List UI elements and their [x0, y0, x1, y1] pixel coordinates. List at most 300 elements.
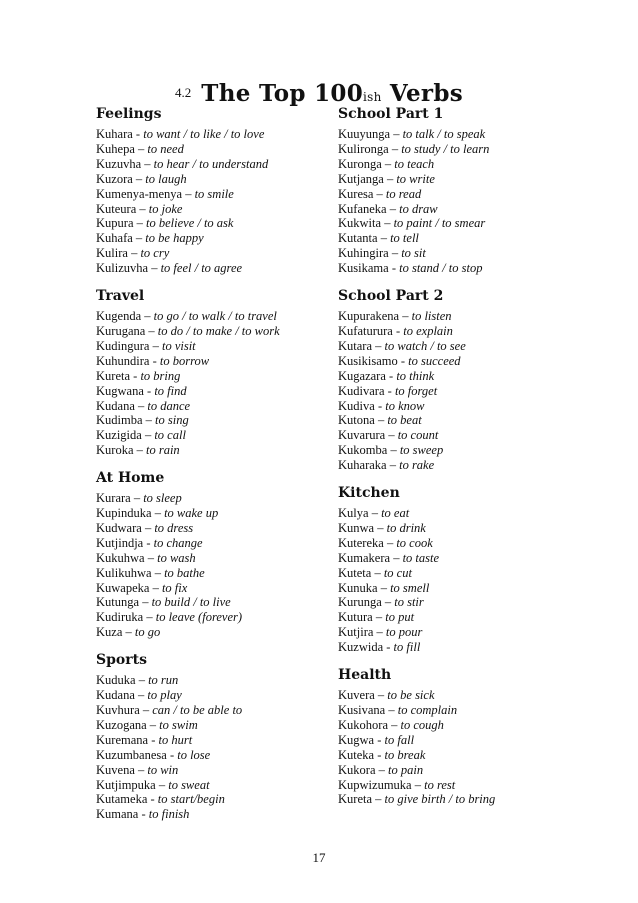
verb-word: Kugazara — [338, 368, 386, 383]
verb-meaning: to break — [384, 747, 426, 762]
verb-meaning: to bring — [140, 368, 181, 383]
verb-separator: – — [135, 673, 149, 688]
verb-meaning: can / to be able to — [152, 703, 243, 717]
verb-entry — [338, 778, 578, 793]
section-heading: Travel — [96, 288, 145, 305]
verb-meaning: to be sick — [387, 688, 435, 703]
section-heading: Feelings — [96, 106, 162, 122]
section-school-part-2 — [338, 286, 578, 473]
verb-meaning: to feel / to agree — [160, 261, 243, 276]
verb-word: Kudana — [96, 398, 135, 413]
verb-meaning: to want / to like / to love — [143, 127, 265, 141]
verb-entry — [96, 688, 326, 703]
verb-entry — [96, 339, 326, 354]
verb-entry — [96, 413, 326, 428]
verb-entry — [96, 187, 326, 202]
verb-meaning: to stir — [394, 595, 424, 610]
section-kitchen — [338, 483, 578, 655]
verb-word: Kuzumbanesa — [96, 747, 167, 762]
verb-word: Kufaturura — [338, 323, 393, 338]
verb-word: Kureta — [96, 368, 131, 383]
verb-entry — [96, 778, 326, 793]
verb-word: Kutara — [338, 338, 373, 353]
verb-separator: – — [390, 127, 403, 141]
verb-word: Kulikuhwa — [96, 565, 152, 580]
verb-meaning: to leave (forever) — [155, 610, 243, 625]
verb-separator: – — [377, 231, 391, 246]
verb-entry — [96, 536, 326, 551]
verb-entry — [338, 354, 578, 369]
verb-meaning: to sing — [155, 413, 189, 428]
verb-entry — [338, 261, 578, 276]
verb-meaning: to drink — [386, 520, 426, 535]
verb-entry — [338, 506, 578, 521]
verb-separator: – — [155, 777, 169, 792]
verb-entry — [96, 309, 326, 324]
verb-meaning: to smile — [194, 186, 234, 201]
section-heading: School Part 2 — [338, 288, 444, 305]
verb-word: Kuteta — [338, 565, 372, 580]
verb-meaning: to put — [385, 610, 415, 625]
verb-meaning: to eat — [381, 506, 410, 521]
verb-meaning: to draw — [399, 201, 438, 216]
verb-entry — [96, 718, 326, 733]
verb-word: Kuhundira — [96, 353, 150, 368]
verb-word: Kurunga — [338, 595, 382, 610]
section-feelings — [96, 104, 326, 276]
verb-meaning: to call — [154, 428, 186, 443]
verb-separator: – — [134, 398, 148, 413]
verb-entry — [96, 399, 326, 414]
verb-entry — [338, 187, 578, 202]
verb-entry — [96, 521, 326, 536]
verb-meaning: to hear / to understand — [153, 156, 269, 171]
verb-separator: – — [385, 703, 398, 717]
verb-meaning: to fix — [161, 580, 188, 595]
verb-separator: – — [143, 610, 156, 625]
verb-word: Kulironga — [338, 141, 389, 156]
verb-entry — [338, 748, 578, 763]
verb-meaning: to teach — [394, 156, 435, 171]
verb-word: Kupura — [96, 216, 134, 231]
verb-separator: – — [182, 186, 195, 201]
verb-meaning: to sit — [401, 246, 426, 261]
verb-meaning: to sleep — [143, 491, 182, 506]
verb-separator: – — [373, 186, 386, 201]
verb-word: Kuzora — [96, 171, 133, 186]
verb-separator: - — [132, 127, 144, 141]
verb-meaning: to run — [148, 673, 179, 688]
verb-word: Kuteura — [96, 201, 137, 216]
verb-entry — [338, 733, 578, 748]
verb-separator: – — [386, 458, 400, 473]
verb-word: Kutameka — [96, 792, 148, 807]
verb-word: Kukora — [338, 762, 376, 777]
verb-entry — [338, 369, 578, 384]
verb-meaning: to stand / to stop — [399, 261, 483, 276]
verb-meaning: to read — [385, 186, 422, 201]
verb-meaning: to lose — [177, 747, 211, 762]
verb-meaning: to joke — [148, 201, 183, 216]
verb-word: Kurara — [96, 491, 131, 506]
verb-word: Kutjimpuka — [96, 777, 156, 792]
verb-entry — [338, 339, 578, 354]
verb-word: Kulya — [338, 506, 369, 521]
verb-word: Kulira — [96, 246, 128, 261]
verb-word: Kuremana — [96, 732, 149, 747]
verb-meaning: to play — [147, 688, 182, 703]
verb-separator: – — [372, 338, 385, 353]
verb-word: Kutereka — [338, 535, 384, 550]
verb-meaning: to complain — [397, 703, 458, 717]
title-suffix: ish — [363, 90, 382, 104]
page-title — [0, 80, 638, 107]
verb-entry — [96, 142, 326, 157]
verb-meaning: to sweat — [168, 777, 210, 792]
verb-meaning: to paint / to smear — [393, 216, 486, 231]
verb-entry — [96, 792, 326, 807]
verb-separator: - — [374, 747, 385, 762]
verb-separator: - — [148, 732, 159, 747]
verb-separator: – — [151, 565, 165, 580]
verb-entry — [338, 231, 578, 246]
verb-word: Kuzigida — [96, 428, 142, 443]
verb-meaning: to fall — [384, 732, 415, 747]
verb-separator: – — [374, 413, 388, 428]
verb-meaning: to fill — [393, 640, 421, 655]
verb-meaning: to swim — [159, 717, 198, 732]
verb-entry — [96, 157, 326, 172]
verb-meaning: to think — [396, 368, 435, 383]
verb-separator: – — [386, 201, 400, 216]
verb-separator: – — [381, 595, 395, 610]
verb-separator: - — [149, 353, 160, 368]
verb-meaning: to listen — [411, 309, 452, 324]
verb-entry — [96, 216, 326, 231]
section-sports — [96, 650, 326, 822]
verb-meaning: to hurt — [158, 732, 193, 747]
verb-separator: – — [373, 625, 386, 640]
verb-word: Kuwapeka — [96, 580, 150, 595]
verb-meaning: to taste — [402, 550, 440, 565]
verb-word: Kuvena — [96, 762, 135, 777]
verb-word: Kusivana — [338, 703, 386, 717]
verb-word: Kupurakena — [338, 309, 400, 324]
verb-separator: – — [383, 171, 397, 186]
verb-entry — [338, 309, 578, 324]
verb-separator: – — [387, 443, 400, 458]
verb-word: Kumakera — [338, 550, 391, 565]
verb-word: Kurugana — [96, 323, 146, 338]
verb-meaning: to wash — [157, 550, 196, 565]
verb-meaning: to do / to make / to work — [157, 323, 280, 338]
verb-separator: – — [375, 762, 388, 777]
verb-entry — [338, 763, 578, 778]
verb-meaning: to know — [385, 398, 425, 413]
verb-entry — [96, 246, 326, 261]
verb-word: Kuza — [96, 625, 123, 640]
verb-word: Kufaneka — [338, 201, 387, 216]
verb-meaning: to pain — [388, 762, 424, 777]
verb-word: Kutanta — [338, 231, 378, 246]
verb-entry — [96, 551, 326, 566]
verb-entry — [338, 142, 578, 157]
verb-word: Kumenya-menya — [96, 186, 183, 201]
verb-entry — [96, 506, 326, 521]
verb-word: Kutura — [338, 610, 373, 625]
verb-meaning: to build / to live — [151, 595, 231, 610]
verb-separator: - — [397, 353, 409, 368]
verb-entry — [338, 536, 578, 551]
verb-entry — [338, 458, 578, 473]
verb-word: Kuvarura — [338, 428, 386, 443]
verb-entry — [96, 748, 326, 763]
verb-meaning: to change — [153, 535, 203, 550]
verb-meaning: to smell — [390, 580, 430, 595]
title-main-end: Verbs — [381, 80, 463, 107]
verb-separator: – — [390, 550, 403, 565]
verb-entry — [338, 792, 578, 807]
verb-word: Kulizuvha — [96, 261, 149, 276]
verb-word: Kudana — [96, 688, 135, 703]
verb-entry — [96, 369, 326, 384]
verb-word: Kudivara — [338, 383, 385, 398]
verb-separator: – — [145, 323, 158, 338]
verb-word: Kumana — [96, 807, 139, 822]
verb-meaning: to need — [147, 141, 184, 156]
verb-separator: – — [141, 428, 155, 443]
verb-entry — [96, 127, 326, 142]
verb-separator: – — [134, 762, 148, 777]
verb-entry — [338, 157, 578, 172]
verb-word: Kusikama — [338, 261, 389, 276]
verb-entry — [96, 261, 326, 276]
verb-separator: – — [127, 246, 141, 261]
verb-separator: – — [144, 550, 158, 565]
verb-word: Kuhingira — [338, 246, 389, 261]
verb-word: Kusikisamo — [338, 353, 398, 368]
verb-meaning: to bathe — [164, 565, 205, 580]
verb-entry — [96, 673, 326, 688]
verb-entry — [96, 566, 326, 581]
verb-word: Kuduka — [96, 673, 136, 688]
verb-meaning: to visit — [161, 338, 196, 353]
verb-separator: – — [148, 261, 161, 276]
verb-meaning: to be happy — [145, 231, 204, 246]
verb-meaning: to rain — [146, 443, 180, 458]
verb-entry — [338, 581, 578, 596]
verb-separator: – — [136, 201, 149, 216]
verb-entry — [338, 127, 578, 142]
verb-separator: – — [374, 688, 388, 703]
verb-separator: - — [384, 383, 395, 398]
verb-word: Kuvera — [338, 688, 375, 703]
verb-entry — [338, 399, 578, 414]
verb-separator: – — [388, 717, 401, 732]
verb-meaning: to tell — [390, 231, 419, 246]
verb-word: Kutona — [338, 413, 375, 428]
verb-entry — [338, 566, 578, 581]
verb-separator: – — [151, 506, 165, 521]
verb-entry — [96, 595, 326, 610]
verb-word: Kuteka — [338, 747, 375, 762]
verb-entry — [96, 354, 326, 369]
verb-word: Kuzogana — [96, 717, 147, 732]
verb-word: Kutjindja — [96, 535, 144, 550]
section-number: 4.2 — [175, 85, 192, 100]
verb-separator: – — [139, 703, 153, 717]
verb-separator: – — [371, 565, 384, 580]
verb-meaning: to cry — [140, 246, 170, 261]
verb-word: Kudingura — [96, 338, 150, 353]
section-heading: Sports — [96, 652, 147, 669]
verb-meaning: to sweep — [399, 443, 444, 458]
verb-word: Kudiva — [338, 398, 375, 413]
verb-entry — [338, 172, 578, 187]
verb-meaning: to laugh — [145, 171, 187, 186]
verb-separator: – — [134, 141, 148, 156]
verb-separator: - — [392, 323, 404, 338]
verb-entry — [338, 443, 578, 458]
verb-entry — [96, 807, 326, 822]
verb-meaning: to believe / to ask — [146, 216, 234, 231]
verb-word: Kuzwida — [338, 640, 384, 655]
section-heading: School Part 1 — [338, 106, 444, 122]
verb-word: Kuresa — [338, 186, 374, 201]
verb-entry — [96, 202, 326, 217]
verb-separator: - — [383, 640, 394, 655]
verb-separator: – — [141, 156, 154, 171]
verb-separator: – — [372, 610, 386, 625]
verb-meaning: to dance — [147, 398, 191, 413]
verb-entry — [338, 202, 578, 217]
verb-separator: – — [385, 428, 398, 443]
right-column — [338, 104, 578, 817]
verb-separator: – — [411, 777, 425, 792]
verb-meaning: to beat — [387, 413, 422, 428]
verb-meaning: to succeed — [408, 353, 461, 368]
verb-entry — [338, 428, 578, 443]
verb-meaning: to cut — [383, 565, 412, 580]
verb-separator: - — [138, 807, 149, 822]
verb-separator: – — [141, 520, 155, 535]
verb-entry — [338, 413, 578, 428]
verb-separator: – — [122, 625, 135, 640]
verb-separator: – — [130, 491, 144, 506]
page-number: 17 — [312, 850, 326, 865]
verb-word: Kureta — [338, 792, 373, 807]
verb-meaning: to cook — [396, 535, 433, 550]
verb-separator: – — [139, 595, 152, 610]
verb-entry — [96, 384, 326, 399]
verb-meaning: to cough — [400, 717, 444, 732]
verb-entry — [96, 231, 326, 246]
verb-meaning: to wake up — [164, 506, 219, 521]
verb-entry — [338, 551, 578, 566]
verb-entry — [338, 718, 578, 733]
verb-word: Kukwita — [338, 216, 382, 231]
verb-entry — [96, 763, 326, 778]
verb-separator: – — [388, 246, 402, 261]
verb-word: Kuronga — [338, 156, 382, 171]
verb-separator: – — [377, 580, 391, 595]
verb-entry — [96, 581, 326, 596]
verb-word: Kutjira — [338, 625, 374, 640]
section-heading: At Home — [96, 470, 165, 487]
verb-word: Kutjanga — [338, 171, 384, 186]
verb-entry — [338, 640, 578, 655]
verb-entry — [338, 610, 578, 625]
verb-word: Kugwana — [96, 383, 144, 398]
verb-meaning: to forget — [394, 383, 438, 398]
verb-word: Kudwara — [96, 520, 142, 535]
verb-meaning: to count — [397, 428, 439, 443]
verb-meaning: to dress — [154, 520, 194, 535]
verb-separator: – — [132, 231, 146, 246]
verb-separator: – — [146, 717, 160, 732]
verb-word: Kukomba — [338, 443, 388, 458]
verb-separator: - — [385, 368, 397, 383]
verb-separator: - — [374, 398, 386, 413]
verb-entry — [338, 595, 578, 610]
verb-word: Kukuhwa — [96, 550, 145, 565]
verb-entry — [96, 491, 326, 506]
title-main — [201, 80, 463, 107]
verb-word: Kugwa — [338, 732, 375, 747]
verb-entry — [338, 384, 578, 399]
verb-word: Kupinduka — [96, 506, 152, 521]
verb-meaning: to go — [134, 625, 161, 640]
verb-word: Kudimba — [96, 413, 143, 428]
verb-separator: – — [134, 688, 148, 703]
verb-word: Kuvhura — [96, 703, 140, 717]
verb-meaning: to find — [154, 383, 187, 398]
verb-word: Kuharaka — [338, 458, 387, 473]
verb-separator: – — [383, 535, 397, 550]
verb-meaning: to rest — [424, 777, 456, 792]
verb-separator: - — [147, 792, 158, 807]
verb-meaning: to talk / to speak — [402, 127, 486, 141]
verb-separator: – — [381, 156, 395, 171]
verb-word: Kuhara — [96, 127, 133, 141]
verb-entry — [96, 703, 326, 718]
verb-meaning: to borrow — [159, 353, 210, 368]
verb-word: Kuroka — [96, 443, 134, 458]
verb-meaning: to pour — [385, 625, 423, 640]
verb-meaning: to explain — [403, 323, 453, 338]
verb-separator: – — [374, 520, 387, 535]
verb-word: Kuuyunga — [338, 127, 391, 141]
verb-separator: – — [149, 580, 162, 595]
verb-entry — [338, 703, 578, 718]
verb-meaning: to give birth / to bring — [384, 792, 496, 807]
verb-separator: – — [133, 443, 146, 458]
verb-separator: - — [166, 747, 178, 762]
section-travel — [96, 286, 326, 458]
verb-entry — [338, 521, 578, 536]
verb-meaning: to start/begin — [157, 792, 225, 807]
verb-entry — [96, 324, 326, 339]
verb-entry — [96, 428, 326, 443]
section-heading: Kitchen — [338, 485, 400, 502]
section-at-home — [96, 468, 326, 640]
verb-entry — [96, 172, 326, 187]
verb-separator: – — [368, 506, 382, 521]
verb-entry — [338, 625, 578, 640]
verb-separator: – — [381, 216, 394, 231]
left-column — [96, 104, 326, 832]
verb-word: Kuhepa — [96, 141, 135, 156]
